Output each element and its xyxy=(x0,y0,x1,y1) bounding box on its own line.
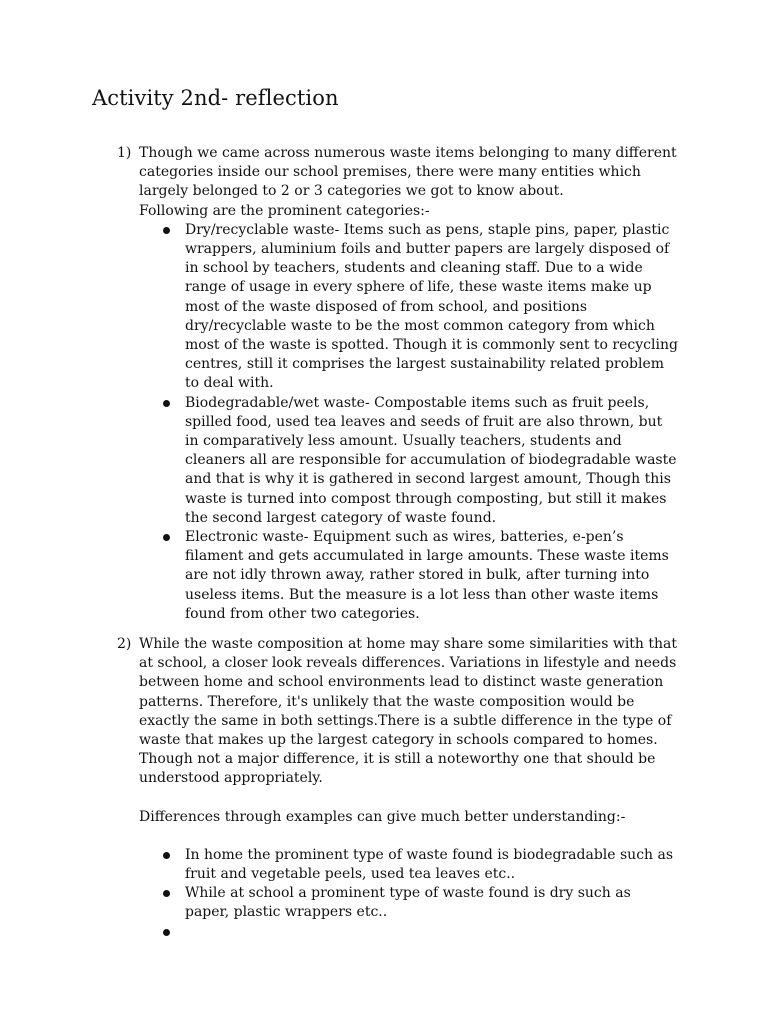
list-item xyxy=(139,394,679,528)
item-number: 1) xyxy=(117,145,132,161)
bullet-icon xyxy=(163,890,170,897)
item-number: 2) xyxy=(117,636,132,652)
bullet-icon xyxy=(163,534,170,541)
list-item-text: Biodegradable/wet waste- Compostable items such as fruit peels, spilled food, used tea leaves and seeds of fruit are also thrown, but in comparatively less amount. Usually teachers, students and cleaners all are responsible for accumulation of biodegradable waste and that is why it is gathered in second largest amount, Though this waste is turned into compost through composting, but still it makes the second largest category of waste found. xyxy=(185,394,677,526)
page-title: Activity 2nd- reflection xyxy=(92,86,339,110)
list-item-text: While at school a prominent type of waste found is dry such as paper, plastic wrappers etc.. xyxy=(185,885,631,921)
paragraph-lead: Differences through examples can give much better understanding:- xyxy=(139,808,626,825)
item-body xyxy=(139,144,679,624)
paragraph-lead: Following are the prominent categories:- xyxy=(139,202,430,219)
item-body xyxy=(139,635,679,942)
list-item-text: Dry/recyclable waste- Items such as pens, staple pins, paper, plastic wrappers, aluminium foils and butter papers are largely disposed of in school by teachers, students and cleaning staff. Due to a wide range of usage in every sphere of life, these waste items make up most of the waste disposed of from school, and positions dry/recyclable waste to be the most common category from which most of the waste is spotted. Though it is commonly sent to recycling centres, still it comprises the largest sustainability related problem to deal with. xyxy=(185,221,678,392)
list-item xyxy=(139,528,679,624)
paragraph-intro: Though we came across numerous waste items belonging to many different categories inside our school premises, there were many entities which largely belonged to 2 or 3 categories we got to know about. xyxy=(139,145,677,200)
bullet-icon xyxy=(163,929,170,936)
list-item-text: In home the prominent type of waste found is biodegradable such as fruit and vegetable peels, used tea leaves etc.. xyxy=(185,846,674,883)
bullet-icon xyxy=(163,400,170,407)
bullet-list xyxy=(139,221,679,624)
bullet-icon xyxy=(163,227,170,234)
paragraph-intro: While the waste composition at home may share some similarities with that at school, a closer look reveals differences. Variations in lifestyle and needs between home and school environments lead to distinct waste generation patterns. Therefore, it's unlikely that the waste composition would be exactly the same in both settings.There is a subtle difference in the type of waste that makes up the largest category in schools compared to homes. Though not a major difference, it is still a noteworthy one that should be understood appropriately. xyxy=(139,636,678,787)
bullet-icon xyxy=(163,852,170,859)
list-item xyxy=(139,923,679,942)
list-item-text: Electronic waste- Equipment such as wires, batteries, e-pen’s filament and gets accumulated in large amounts. These waste items are not idly thrown away, rather stored in bulk, after turning into useless items. But the measure is a lot less than other waste items found from other two categories. xyxy=(185,529,669,622)
list-item xyxy=(139,846,679,884)
list-item xyxy=(139,884,679,922)
list-item xyxy=(139,221,679,394)
bullet-list xyxy=(139,846,679,942)
